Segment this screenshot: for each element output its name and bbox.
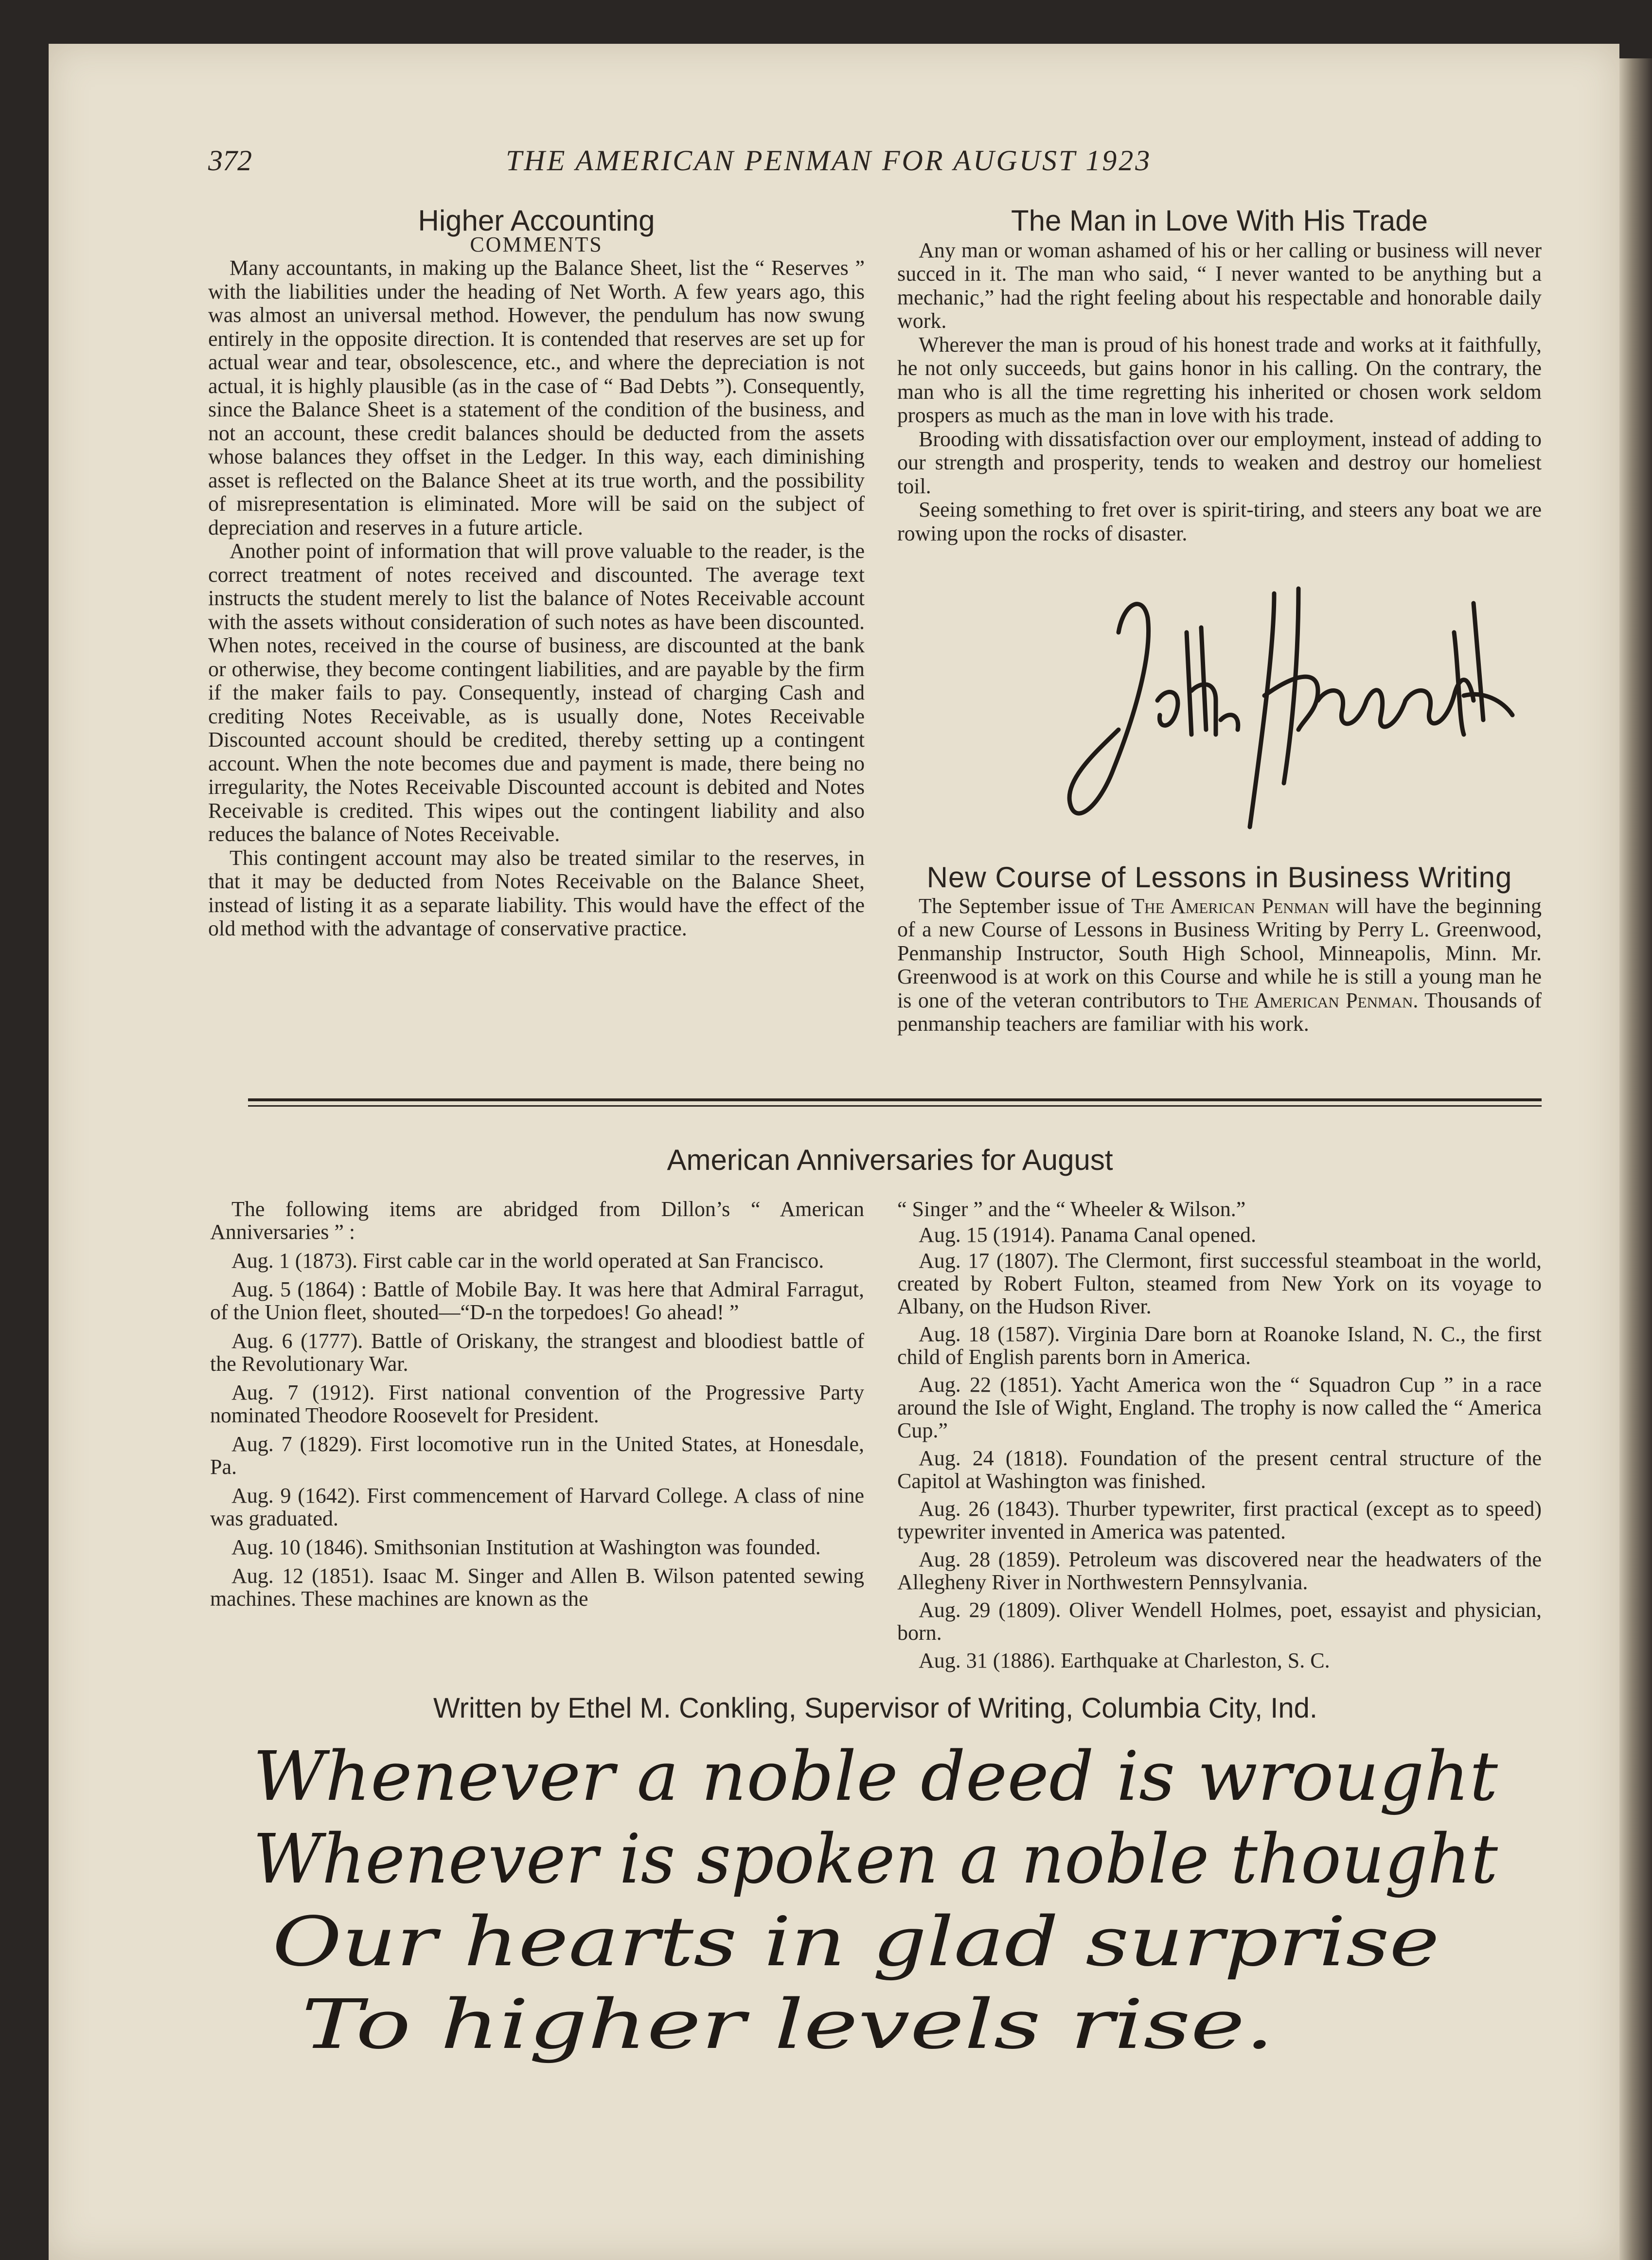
- anniversary-item: Aug. 5 (1864) : Battle of Mobile Bay. It was here that Admiral Farragut, of the Union fleet, shouted—“D-n the torpedoes! Go ahead! ”: [210, 1277, 864, 1324]
- anniversary-item: Aug. 6 (1777). Battle of Oriskany, the strangest and bloodiest battle of the Revolutionary War.: [210, 1329, 864, 1376]
- script-line-4: To higher levels rise.: [302, 1985, 1274, 2064]
- section-divider-thin: [248, 1105, 1542, 1107]
- paragraph: Brooding with dissatisfaction over our employment, instead of adding to our strength and prosperity, tends to weaken and destroy our homeliest toil.: [897, 427, 1542, 498]
- signature-john-wanamaker: [1046, 574, 1522, 846]
- script-line-1: Whenever a noble deed is wrought: [253, 1737, 1498, 1816]
- article-subtitle: COMMENTS: [470, 232, 603, 256]
- anniversary-item: Aug. 15 (1914). Panama Canal opened.: [919, 1223, 1257, 1247]
- publication-name: The American Penman: [1215, 988, 1413, 1012]
- article-title: New Course of Lessons in Business Writing: [926, 861, 1512, 894]
- handwritten-verse: [243, 1737, 1508, 2077]
- script-byline: Written by Ethel M. Conkling, Supervisor of Writing, Columbia City, Ind.: [433, 1692, 1318, 1724]
- anniversary-item: Aug. 22 (1851). Yacht America won the “ Squadron Cup ” in a race around the Isle of Wight, England. The trophy is now called the “ America Cup.”: [897, 1373, 1542, 1442]
- text: will have the beginning of a new Course of Lessons in Business Writing by Perry L. Greenwood, Penmanship Instructor, South High School, Minneapolis, Minn. Mr. Greenwood is at work on this Course and while he is still a young man he is one of the veteran contributors to: [897, 894, 1542, 1012]
- anniversary-item: Aug. 1 (1873). First cable car in the world operated at San Francisco.: [231, 1249, 824, 1273]
- running-title: THE AMERICAN PENMAN FOR AUGUST 1923: [506, 144, 1152, 177]
- anniversary-item: Aug. 18 (1587). Virginia Dare born at Roanoke Island, N. C., the first child of English parents born in America.: [897, 1322, 1542, 1369]
- anniversary-item: Aug. 29 (1809). Oliver Wendell Holmes, poet, essayist and physician, born.: [897, 1598, 1542, 1645]
- anniversary-item: Aug. 26 (1843). Thurber typewriter, first practical (except as to speed) typewriter invented in America was patented.: [897, 1497, 1542, 1543]
- paragraph: Any man or woman ashamed of his or her calling or business will never succed in it. The man who said, “ I never wanted to be anything but a mechanic,” had the right feeling about his respectable and honorable daily work.: [897, 238, 1542, 333]
- anniversary-item: Aug. 9 (1642). First commencement of Harvard College. A class of nine was graduated.: [210, 1484, 864, 1530]
- paragraph: Seeing something to fret over is spirit-tiring, and steers any boat we are rowing upon the rocks of disaster.: [897, 498, 1542, 545]
- article-title: The Man in Love With His Trade: [1011, 204, 1428, 237]
- paragraph: Wherever the man is proud of his honest trade and works at it faithfully, he not only succeeds, but gains honor in his calling. On the contrary, the man who is all the time regretting his inherited or chosen work seldom prospers as much as the man in love with his trade.: [897, 332, 1542, 427]
- page-number: 372: [208, 144, 252, 177]
- anniversary-item: Aug. 28 (1859). Petroleum was discovered near the headwaters of the Allegheny River in Northwestern Pennsylvania.: [897, 1547, 1542, 1594]
- higher-accounting-article: [208, 204, 865, 941]
- anniversary-item: Aug. 12 (1851). Isaac M. Singer and Allen B. Wilson patented sewing machines. These machines are known as the: [210, 1564, 864, 1611]
- anniversaries-title: American Anniversaries for August: [667, 1144, 1113, 1176]
- article-title: Higher Accounting: [418, 204, 655, 237]
- anniversary-item: Aug. 17 (1807). The Clermont, first successful steamboat in the world, created by Robert Fulton, steamed from New York on its voyage to Albany, on the Hudson River.: [897, 1249, 1542, 1318]
- new-course-article: [897, 861, 1542, 1036]
- script-line-2: Whenever is spoken a noble thought: [253, 1820, 1498, 1899]
- anniversaries-left-column: [210, 1198, 864, 1610]
- section-divider: [248, 1098, 1542, 1101]
- anniversary-item: Aug. 7 (1829). First locomotive run in the United States, at Honesdale, Pa.: [210, 1432, 864, 1479]
- anniversary-item: “ Singer ” and the “ Wheeler & Wilson.”: [897, 1197, 1246, 1221]
- paragraph: Many accountants, in making up the Balance Sheet, list the “ Reserves ” with the liabilities under the heading of Net Worth. A few years ago, this was almost an universal method. However, the pendulum has now swung entirely in the opposite direction. It is contended that reserves are set up for actual wear and tear, obsolescence, etc., and where the depreciation is not actual, it is highly plausible (as in the case of “ Bad Debts ”). Consequently, since the Balance Sheet is a statement of the condition of the business, and not an account, these credit balances should be deducted from the assets whose balances they offset in the Ledger. In this way, each diminishing asset is reflected on the Balance Sheet at its true worth, and the possibility of misrepresentation is eliminated. More will be said on the subject of depreciation and reserves in a future article.: [208, 256, 865, 539]
- anniversary-item: Aug. 10 (1846). Smithsonian Institution at Washington was founded.: [231, 1535, 821, 1559]
- text: . Thousands of penmanship teachers are familiar with his work.: [897, 988, 1542, 1036]
- paragraph: Another point of information that will prove valuable to the reader, is the correct treatment of notes received and discounted. The average text instructs the student merely to list the balance of Notes Receivable account with the assets without consideration of such notes as have been discounted. When notes, received in the course of business, are discounted at the bank or otherwise, they become contingent liabilities, and are payable by the firm if the maker fails to pay. Consequently, instead of charging Cash and crediting Notes Receivable, as is usually done, Notes Receivable Discounted account should be credited, thereby setting up a contingent account. When the note becomes due and payment is made, there being no irregularity, the Notes Receivable Discounted account is debited and Notes Receivable is credited. This wipes out the contingent liability and also reduces the balance of Notes Receivable.: [208, 539, 865, 846]
- page-edge: [1619, 58, 1652, 2260]
- man-in-love-article: [897, 204, 1542, 545]
- paragraph: This contingent account may also be treated similar to the reserves, in that it may be deducted from Notes Receivable on the Balance Sheet, instead of listing it as a separate liability. This would have the effect of the old method with the advantage of conservative practice.: [208, 845, 865, 940]
- anniversary-item: The following items are abridged from Dillon’s “ American Anniversaries ” :: [210, 1197, 864, 1244]
- publication-name: The American Penman: [1131, 894, 1329, 918]
- anniversary-item: Aug. 31 (1886). Earthquake at Charleston, S. C.: [919, 1649, 1330, 1672]
- anniversary-item: Aug. 24 (1818). Foundation of the present central structure of the Capitol at Washington was finished.: [897, 1446, 1542, 1493]
- text: The September issue of: [919, 894, 1132, 918]
- script-line-3: Our hearts in glad surprise: [272, 1902, 1439, 1982]
- anniversary-item: Aug. 7 (1912). First national convention of the Progressive Party nominated Theodore Roosevelt for President.: [210, 1381, 864, 1427]
- anniversaries-right-column: [897, 1198, 1542, 1672]
